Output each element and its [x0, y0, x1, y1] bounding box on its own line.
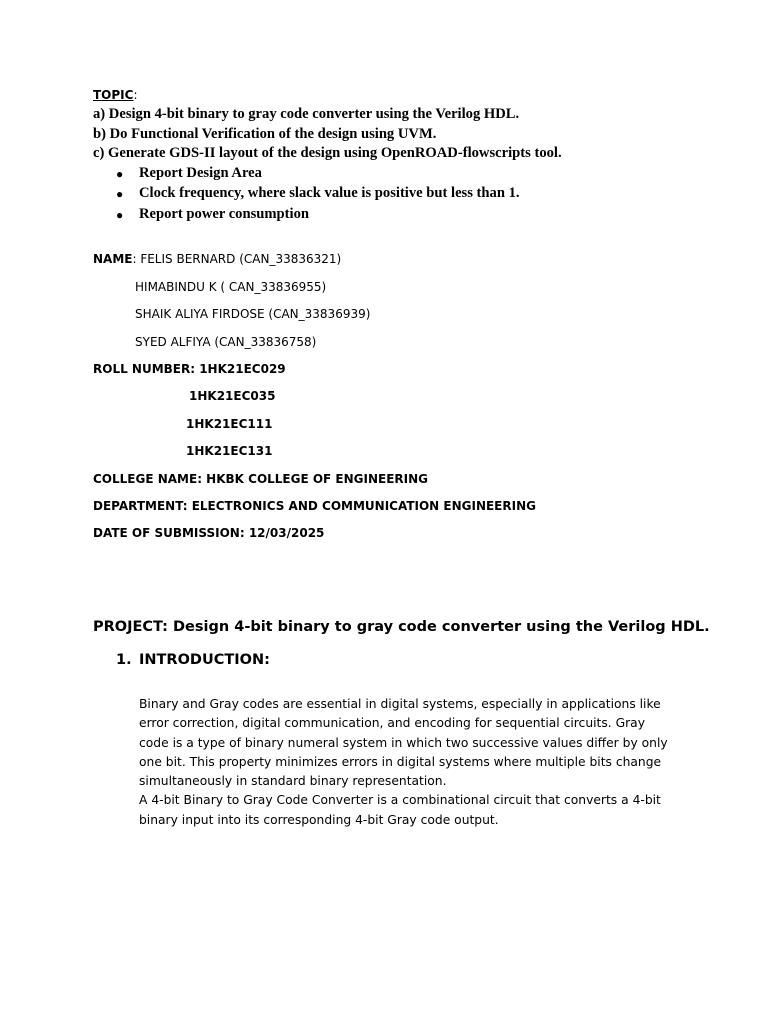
paragraph-line: error correction, digital communication, and encoding for sequential circuits. Gray [139, 716, 645, 731]
paragraph-line: Binary and Gray codes are essential in digital systems, especially in applications like [139, 697, 661, 711]
department: DEPARTMENT: ELECTRONICS AND COMMUNICATION ENGINEERING [93, 499, 536, 513]
section-heading: INTRODUCTION: [139, 652, 270, 668]
college-name: COLLEGE NAME: HKBK COLLEGE OF ENGINEERING [93, 472, 429, 486]
topic-colon: : [133, 88, 138, 102]
bullet-icon: ● [116, 187, 124, 201]
topic-item-b: b) Do Functional Verification of the design using UVM. [93, 126, 437, 142]
name-first: : FELIS BERNARD (CAN_33836321) [132, 252, 342, 266]
roll-number-3: 1HK21EC111 [186, 417, 273, 431]
name-member-4: SYED ALFIYA (CAN_33836758) [135, 335, 317, 349]
topic-heading [93, 88, 138, 102]
name-line [93, 252, 341, 266]
project-title: PROJECT: Design 4-bit binary to gray code converter using the Verilog HDL. [93, 619, 710, 635]
paragraph-line: simultaneously in standard binary representation. [139, 774, 447, 789]
roll-number-4: 1HK21EC131 [186, 444, 273, 458]
name-member-3: SHAIK ALIYA FIRDOSE (CAN_33836939) [135, 307, 371, 321]
name-member-2: HIMABINDU K ( CAN_33836955) [135, 280, 327, 294]
bullet-power: Report power consumption [139, 206, 309, 222]
paragraph-line: one bit. This property minimizes errors in digital systems where multiple bits change [139, 754, 662, 769]
topic-item-a: a) Design 4-bit binary to gray code converter using the Verilog HDL. [93, 106, 520, 122]
bullet-clock-frequency: Clock frequency, where slack value is positive but less than 1. [139, 185, 520, 201]
bullet-design-area: Report Design Area [139, 165, 262, 181]
paragraph-line: code is a type of binary numeral system in which two successive values differ by only [139, 735, 668, 750]
roll-number-line: ROLL NUMBER: 1HK21EC029 [93, 362, 286, 376]
introduction-paragraph [139, 695, 679, 830]
paragraph-line: binary input into its corresponding 4-bit Gray code output. [139, 812, 499, 827]
topic-item-c: c) Generate GDS-II layout of the design using OpenROAD-flowscripts tool. [93, 145, 562, 161]
roll-number-2: 1HK21EC035 [189, 389, 276, 403]
paragraph-line: A 4-bit Binary to Gray Code Converter is a combinational circuit that converts a 4-bit [139, 793, 661, 808]
bullet-icon: ● [116, 208, 124, 222]
bullet-icon: ● [116, 167, 124, 181]
submission-date: DATE OF SUBMISSION: 12/03/2025 [93, 526, 325, 540]
section-number: 1. [116, 652, 132, 668]
name-label: NAME [93, 252, 133, 266]
topic-label: TOPIC [93, 88, 134, 102]
